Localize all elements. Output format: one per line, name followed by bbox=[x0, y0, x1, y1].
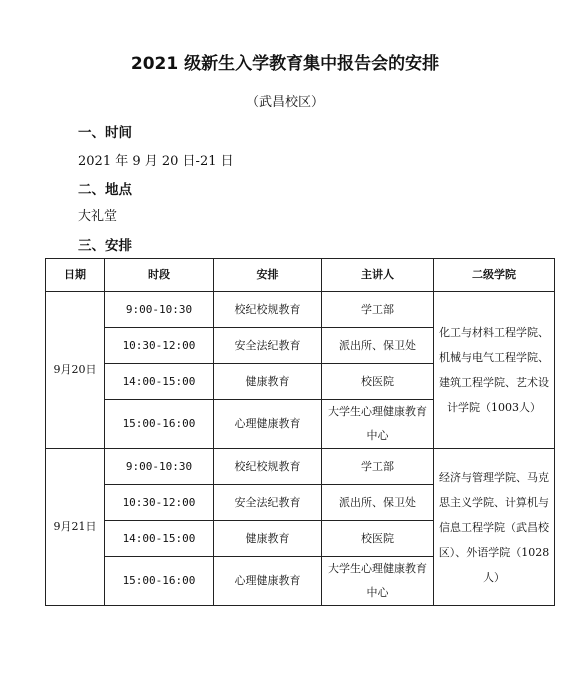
time-cell: 10:30-12:00 bbox=[105, 328, 214, 364]
college-cell: 经济与管理学院、马克思主义学院、计算机与信息工程学院（武昌校区）、外语学院（1028人） bbox=[434, 449, 555, 606]
speaker-cell: 学工部 bbox=[322, 292, 434, 328]
speaker-cell: 派出所、保卫处 bbox=[322, 328, 434, 364]
table-header-row bbox=[46, 259, 555, 292]
speaker-cell: 大学生心理健康教育中心 bbox=[322, 557, 434, 606]
header-time: 时段 bbox=[105, 259, 214, 292]
topic-cell: 健康教育 bbox=[214, 521, 322, 557]
time-text: 2021 年 9 月 20 日-21 日 bbox=[78, 154, 234, 169]
speaker-cell: 校医院 bbox=[322, 364, 434, 400]
header-date: 日期 bbox=[46, 259, 105, 292]
speaker-cell: 大学生心理健康教育中心 bbox=[322, 400, 434, 449]
header-speaker: 主讲人 bbox=[322, 259, 434, 292]
topic-cell: 心理健康教育 bbox=[214, 400, 322, 449]
time-cell: 15:00-16:00 bbox=[105, 400, 214, 449]
campus-subtitle: （武昌校区） bbox=[245, 95, 324, 110]
date-cell: 9月21日 bbox=[46, 449, 105, 606]
time-cell: 10:30-12:00 bbox=[105, 485, 214, 521]
time-cell: 14:00-15:00 bbox=[105, 521, 214, 557]
topic-cell: 心理健康教育 bbox=[214, 557, 322, 606]
header-college: 二级学院 bbox=[434, 259, 555, 292]
schedule-table bbox=[45, 258, 555, 606]
time-cell: 9:00-10:30 bbox=[105, 292, 214, 328]
topic-cell: 安全法纪教育 bbox=[214, 485, 322, 521]
college-cell: 化工与材料工程学院、机械与电气工程学院、建筑工程学院、艺术设计学院（1003人） bbox=[434, 292, 555, 449]
time-cell: 9:00-10:30 bbox=[105, 449, 214, 485]
speaker-cell: 校医院 bbox=[322, 521, 434, 557]
section-heading-location: 二、地点 bbox=[78, 182, 132, 198]
location-text: 大礼堂 bbox=[78, 209, 118, 224]
section-heading-time: 一、时间 bbox=[78, 125, 132, 141]
topic-cell: 校纪校规教育 bbox=[214, 292, 322, 328]
header-topic: 安排 bbox=[214, 259, 322, 292]
table-row bbox=[46, 449, 555, 485]
page-title: 2021 级新生入学教育集中报告会的安排 bbox=[130, 54, 440, 74]
speaker-cell: 派出所、保卫处 bbox=[322, 485, 434, 521]
date-cell: 9月20日 bbox=[46, 292, 105, 449]
time-cell: 15:00-16:00 bbox=[105, 557, 214, 606]
table-row bbox=[46, 292, 555, 328]
speaker-cell: 学工部 bbox=[322, 449, 434, 485]
topic-cell: 安全法纪教育 bbox=[214, 328, 322, 364]
time-cell: 14:00-15:00 bbox=[105, 364, 214, 400]
topic-cell: 校纪校规教育 bbox=[214, 449, 322, 485]
section-heading-schedule: 三、安排 bbox=[78, 238, 132, 254]
topic-cell: 健康教育 bbox=[214, 364, 322, 400]
